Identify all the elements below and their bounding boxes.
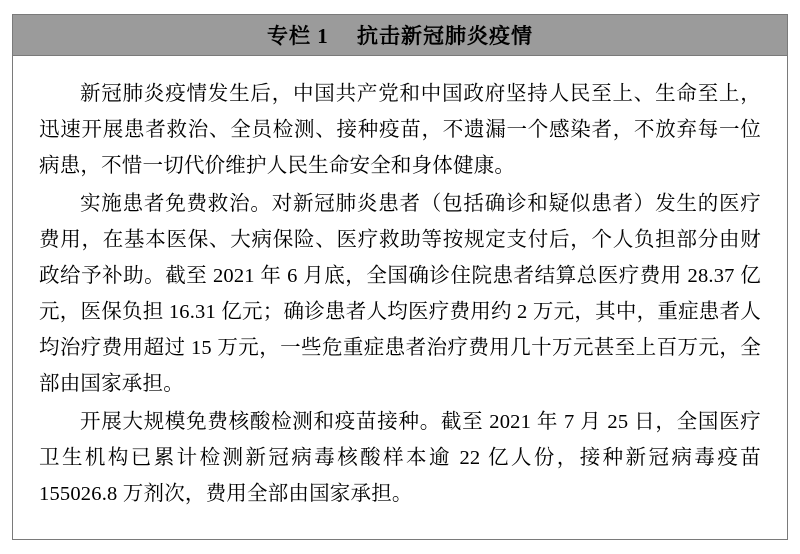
paragraph: 开展大规模免费核酸检测和疫苗接种。截至 2021 年 7 月 25 日，全国医疗卫生机构已累计检测新冠病毒核酸样本逾 22 亿人份，接种新冠病毒疫苗 155026.8 万剂次，费用全部由国家承担。 bbox=[39, 411, 761, 505]
column-box-title: 专栏 1 抗击新冠肺炎疫情 bbox=[267, 24, 533, 48]
column-box bbox=[12, 14, 788, 540]
paragraph: 新冠肺炎疫情发生后，中国共产党和中国政府坚持人民至上、生命至上，迅速开展患者救治、全员检测、接种疫苗，不遗漏一个感染者，不放弃每一位病患，不惜一切代价维护人民生命安全和身体健康。 bbox=[39, 83, 761, 177]
column-box-header bbox=[13, 15, 787, 56]
paragraph: 实施患者免费救治。对新冠肺炎患者（包括确诊和疑似患者）发生的医疗费用，在基本医保、大病保险、医疗救助等按规定支付后，个人负担部分由财政给予补助。截至 2021 年 6 月底，全国确诊住院患者结算总医疗费用 28.37 亿元，医保负担 16.31 亿元；确诊患者人均医疗费用约 2 万元，其中，重症患者人均治疗费用超过 15 万元，一些危重症患者治疗费用几十万元甚至上百万元，全部由国家承担。 bbox=[39, 193, 761, 395]
column-box-body bbox=[13, 56, 787, 524]
